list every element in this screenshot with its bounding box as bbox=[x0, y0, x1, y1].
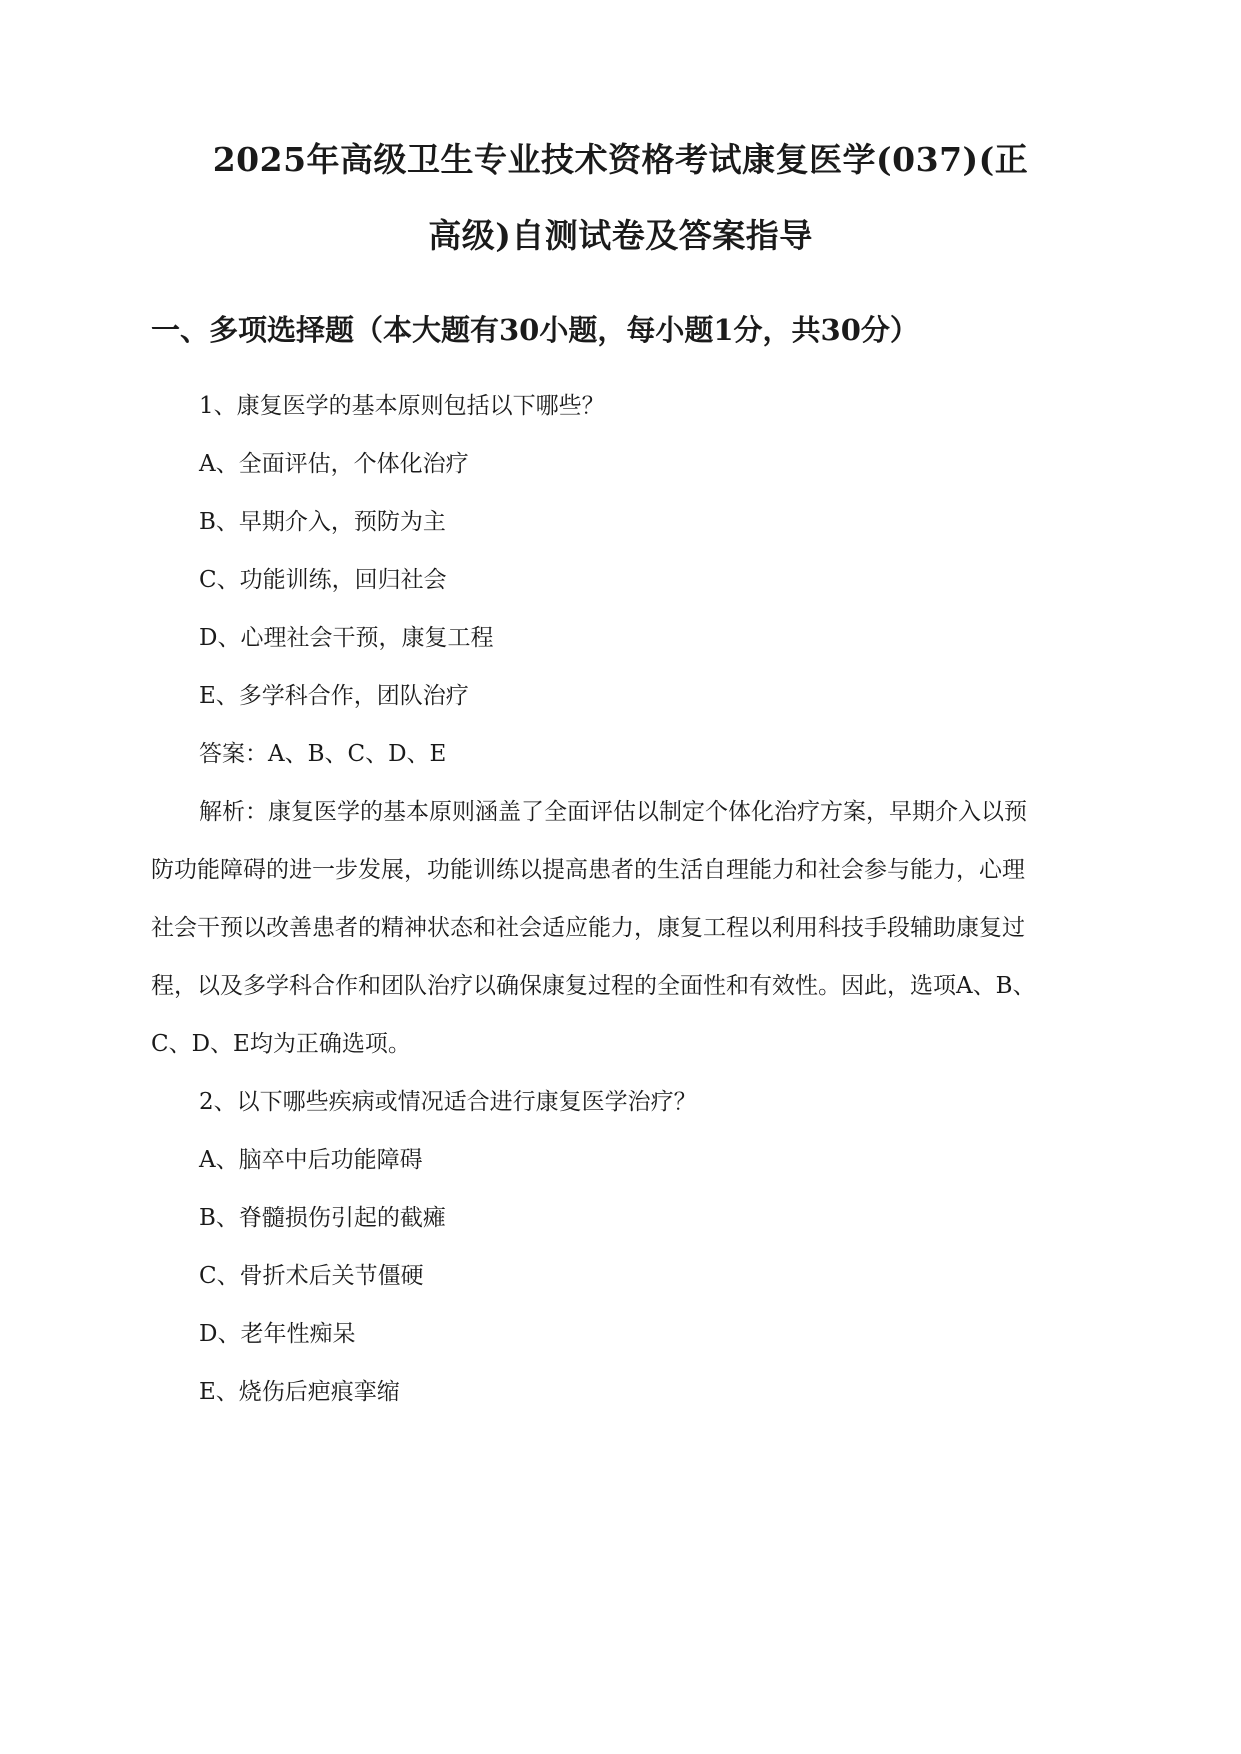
question-1-analysis-line-3: 社会干预以改善患者的精神状态和社会适应能力，康复工程以利用科技手段辅助康复过 bbox=[151, 915, 1025, 941]
question-1-analysis-line-4: 程，以及多学科合作和团队治疗以确保康复过程的全面性和有效性。因此，选项A、B、 bbox=[151, 973, 1036, 999]
question-2-option-b: B、脊髓损伤引起的截瘫 bbox=[199, 1205, 446, 1231]
question-1-answer: 答案：A、B、C、D、E bbox=[199, 741, 447, 767]
question-1-analysis-line-1: 解析：康复医学的基本原则涵盖了全面评估以制定个体化治疗方案，早期介入以预 bbox=[199, 799, 1027, 825]
question-2-option-e: E、烧伤后疤痕挛缩 bbox=[199, 1379, 400, 1405]
question-1-option-a: A、全面评估，个体化治疗 bbox=[199, 451, 469, 477]
question-2-option-a: A、脑卒中后功能障碍 bbox=[199, 1147, 423, 1173]
question-1-option-b: B、早期介入，预防为主 bbox=[199, 509, 446, 535]
question-2-option-d: D、老年性痴呆 bbox=[199, 1321, 356, 1347]
question-1-option-d: D、心理社会干预，康复工程 bbox=[199, 625, 494, 651]
question-1-analysis-line-2: 防功能障碍的进一步发展，功能训练以提高患者的生活自理能力和社会参与能力，心理 bbox=[151, 857, 1025, 883]
question-1-stem: 1、康复医学的基本原则包括以下哪些？ bbox=[199, 393, 605, 419]
question-1-analysis-line-5: C、D、E均为正确选项。 bbox=[151, 1031, 411, 1057]
document-title-line-1: 2025年高级卫生专业技术资格考试康复医学(037)(正 bbox=[212, 140, 1029, 179]
question-2-stem: 2、以下哪些疾病或情况适合进行康复医学治疗？ bbox=[199, 1089, 697, 1115]
question-2-option-c: C、骨折术后关节僵硬 bbox=[199, 1263, 424, 1289]
question-1-option-c: C、功能训练，回归社会 bbox=[199, 567, 447, 593]
document-title-line-2: 高级)自测试卷及答案指导 bbox=[428, 216, 813, 255]
section-heading: 一、多项选择题（本大题有30小题，每小题1分，共30分） bbox=[151, 313, 919, 347]
question-1-option-e: E、多学科合作，团队治疗 bbox=[199, 683, 469, 709]
